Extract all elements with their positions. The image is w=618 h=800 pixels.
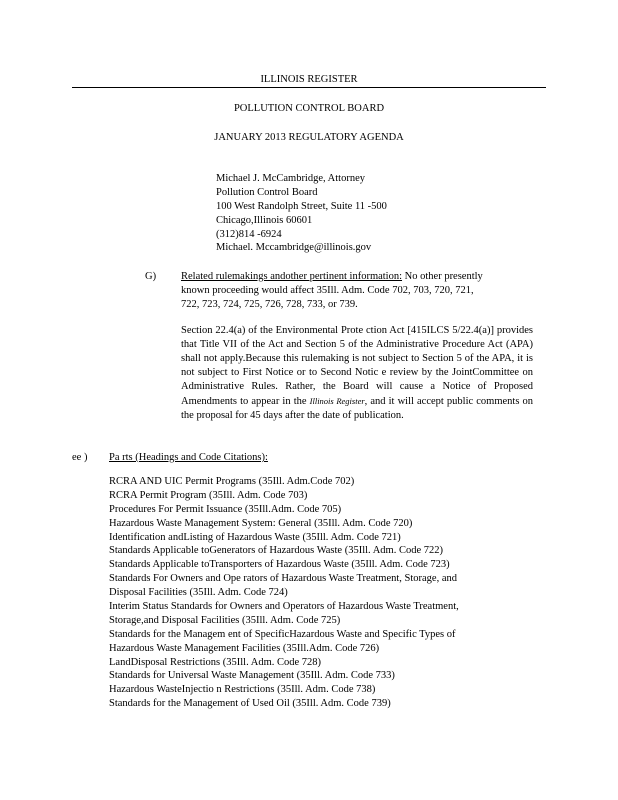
parts-list	[109, 476, 459, 712]
register-italic: Illinois Register	[309, 396, 365, 406]
header-rule	[72, 87, 546, 88]
part-item: Standards Applicable toGenerators of Hazardous Waste (35Ill. Adm. Code 722)	[109, 545, 444, 557]
part-item: Hazardous WasteInjectio n Restrictions (35Ill. Adm. Code 738)	[109, 684, 376, 696]
contact-block	[216, 173, 387, 256]
section-g-line: 722, 723, 724, 725, 726, 728, 733, or 739.	[181, 299, 358, 310]
section-ee-heading-text: Pa rts (Headings and Code Citations):	[109, 452, 268, 463]
part-item: Disposal Facilities (35Ill. Adm. Code 724)	[109, 587, 288, 599]
section-g-heading-tail: No other presently	[404, 271, 483, 282]
contact-line: (312)814 -6924	[216, 228, 282, 240]
part-item: Hazardous Waste Management System: General (35Ill. Adm. Code 720)	[109, 517, 413, 529]
part-item: Identification andListing of Hazardous Waste (35Ill. Adm. Code 721)	[109, 531, 401, 543]
contact-line: 100 West Randolph Street, Suite 11 -500	[216, 200, 387, 212]
part-item: LandDisposal Restrictions (35Ill. Adm. Code 728)	[109, 656, 322, 668]
contact-line: Pollution Control Board	[216, 186, 318, 198]
section-g-line: known proceeding would affect 35Ill. Adm. Code 702, 703, 720, 721,	[181, 285, 474, 296]
part-item: Procedures For Permit Issuance (35Ill.Adm. Code 705)	[109, 503, 342, 515]
part-item: Storage,and Disposal Facilities (35Ill. Adm. Code 725)	[109, 614, 341, 626]
section-ee-label: ee )	[72, 452, 88, 463]
contact-line: Chicago,Illinois 60601	[216, 214, 313, 226]
section-g-paragraph	[181, 324, 533, 423]
contact-line: Michael. Mccambridge@illinois.gov	[216, 242, 372, 254]
part-item: Standards for the Management of Used Oil (35Ill. Adm. Code 739)	[109, 698, 391, 710]
section-g-paragraph-b: , and it will accept public comments on the proposal for 45 days after the date of publication.	[181, 396, 534, 421]
part-item: Standards for the Managem ent of SpecificHazardous Waste and Specific Types of	[109, 628, 456, 640]
register-title: ILLINOIS REGISTER	[260, 74, 358, 85]
part-item: Interim Status Standards for Owners and Operators of Hazardous Waste Treatment,	[109, 601, 459, 613]
section-g-paragraph-a: Section 22.4(a) of the Environmental Prote ction Act [415ILCS 5/22.4(a)] provides that Title VII of the Act and Section 5 of the Administrative Procedure Act (APA) shall not apply.Because this rulemaking is not subject to Section 5 of the APA, it is not subject to First Notice or to Second Notic e review by the JointCommittee on Administrative Rules. Rather, the Board will cause a Notice of Proposed Amendments to appear in the	[181, 325, 533, 407]
part-item: RCRA Permit Program (35Ill. Adm. Code 703)	[109, 489, 308, 501]
part-item: Standards For Owners and Ope rators of Hazardous Waste Treatment, Storage, and	[109, 573, 458, 585]
section-ee-heading	[109, 451, 282, 464]
contact-line: Michael J. McCambridge, Attorney	[216, 173, 366, 184]
section-g-heading-line	[181, 270, 483, 283]
part-item: Standards for Universal Waste Management (35Ill. Adm. Code 733)	[109, 670, 395, 682]
part-item: RCRA AND UIC Permit Programs (35Ill. Adm.Code 702)	[109, 476, 355, 487]
section-g-heading: Related rulemakings andother pertinent information:	[181, 271, 403, 282]
board-title: POLLUTION CONTROL BOARD	[233, 103, 385, 114]
agenda-title: JANUARY 2013 REGULATORY AGENDA	[214, 132, 404, 143]
part-item: Hazardous Waste Management Facilities (35Ill.Adm. Code 726)	[109, 642, 380, 654]
section-g-label: G)	[145, 271, 157, 282]
part-item: Standards Applicable toTransporters of Hazardous Waste (35Ill. Adm. Code 723)	[109, 559, 450, 571]
